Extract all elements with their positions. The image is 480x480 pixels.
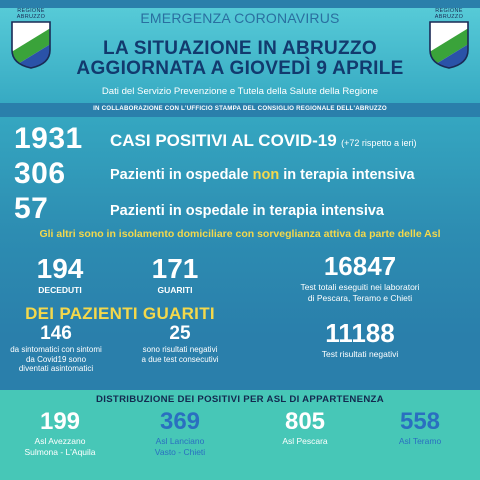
positive-cases-delta: (+72 rispetto a ieri) — [341, 138, 417, 148]
top-strip — [0, 0, 480, 8]
negative-twice-label-2: a due test consecutivi — [141, 354, 219, 364]
isolation-note: Gli altri sono in isolamento domiciliare con sorveglianza attiva da parte delle Asl — [39, 228, 441, 240]
tests-negative-block — [250, 318, 470, 360]
hospital-non-icu-number: 306 — [14, 157, 66, 190]
asl-avezzano-label-1: Asl Avezzano — [34, 436, 86, 446]
deceased-label: DECEDUTI — [38, 285, 82, 295]
asl-avezzano-number: 199 — [39, 408, 81, 435]
tests-total-label-2: di Pescara, Teramo e Chieti — [307, 293, 413, 303]
symptomatic-block — [0, 323, 112, 374]
negative-twice-block — [120, 323, 240, 364]
recovered-number: 171 — [151, 253, 199, 284]
logo-text-regione: REGIONE — [435, 8, 463, 14]
hospital-non-icu-highlight: non — [252, 167, 280, 183]
logo-text-abruzzo: ABRUZZO — [16, 14, 46, 20]
logo-text-abruzzo: ABRUZZO — [434, 14, 464, 20]
tests-negative-label: Test risultati negativi — [321, 349, 399, 359]
collaboration-note: IN COLLABORAZIONE CON L'UFFICIO STAMPA DEL CONSIGLIO REGIONALE DELL'ABRUZZO — [93, 105, 387, 112]
symptomatic-label-1: da sintomatici con sintomi — [10, 345, 102, 354]
asl-teramo-label: Asl Teramo — [398, 436, 442, 446]
asl-pescara-number: 805 — [284, 408, 326, 435]
hospital-icu-number: 57 — [14, 192, 49, 225]
recovered-label: GUARITI — [157, 285, 193, 295]
symptomatic-number: 146 — [40, 323, 72, 344]
positive-cases-number: 1931 — [14, 122, 83, 155]
hospital-non-icu-label-pre: Pazienti in ospedale — [110, 167, 249, 183]
positive-cases-label: CASI POSITIVI AL COVID-19 — [110, 131, 337, 150]
negative-twice-label-1: sono risultati negativi — [142, 345, 218, 354]
deceased-number: 194 — [36, 253, 84, 284]
page-title-line2: AGGIORNATA A GIOVEDÌ 9 APRILE — [76, 58, 404, 79]
symptomatic-label-3: diventati asintomatici — [18, 364, 94, 373]
asl-teramo-block — [365, 408, 475, 447]
data-source: Dati del Servizio Prevenzione e Tutela della Salute della Regione — [101, 86, 379, 97]
logo-text-regione: REGIONE — [17, 8, 45, 14]
hospital-non-icu-label — [110, 167, 415, 183]
asl-pescara-label: Asl Pescara — [282, 436, 328, 446]
negative-twice-number: 25 — [169, 323, 191, 344]
recovered-title: DEI PAZIENTI GUARITI — [25, 304, 215, 323]
hospital-icu-label: Pazienti in ospedale in terapia intensiva — [110, 203, 384, 219]
asl-lanciano-number: 369 — [159, 408, 201, 435]
tests-negative-number: 11188 — [325, 318, 395, 348]
symptomatic-label-2: da Covid19 sono — [25, 354, 87, 364]
positive-cases-row — [110, 131, 416, 151]
tests-total-block — [250, 251, 470, 304]
asl-pescara-block — [250, 408, 360, 447]
deceased-block — [10, 253, 110, 295]
asl-lanciano-label-1: Asl Lanciano — [155, 436, 205, 446]
asl-avezzano-label-2: Sulmona - L'Aquila — [24, 446, 96, 457]
recovered-block — [125, 253, 225, 295]
page-title-line1: LA SITUAZIONE IN ABRUZZO — [103, 38, 377, 59]
tests-total-label-1: Test totali eseguiti nei laboratori — [300, 282, 420, 292]
tests-total-number: 16847 — [323, 251, 397, 281]
emergenza-heading: EMERGENZA CORONAVIRUS — [140, 10, 340, 26]
asl-lanciano-block — [125, 408, 235, 457]
hospital-non-icu-label-post: in terapia intensiva — [283, 167, 415, 183]
asl-avezzano-block — [5, 408, 115, 457]
distribution-title: DISTRIBUZIONE DEI POSITIVI PER ASL DI APPARTENENZA — [96, 394, 384, 405]
asl-teramo-number: 558 — [399, 408, 441, 435]
asl-lanciano-label-2: Vasto - Chieti — [154, 446, 206, 457]
